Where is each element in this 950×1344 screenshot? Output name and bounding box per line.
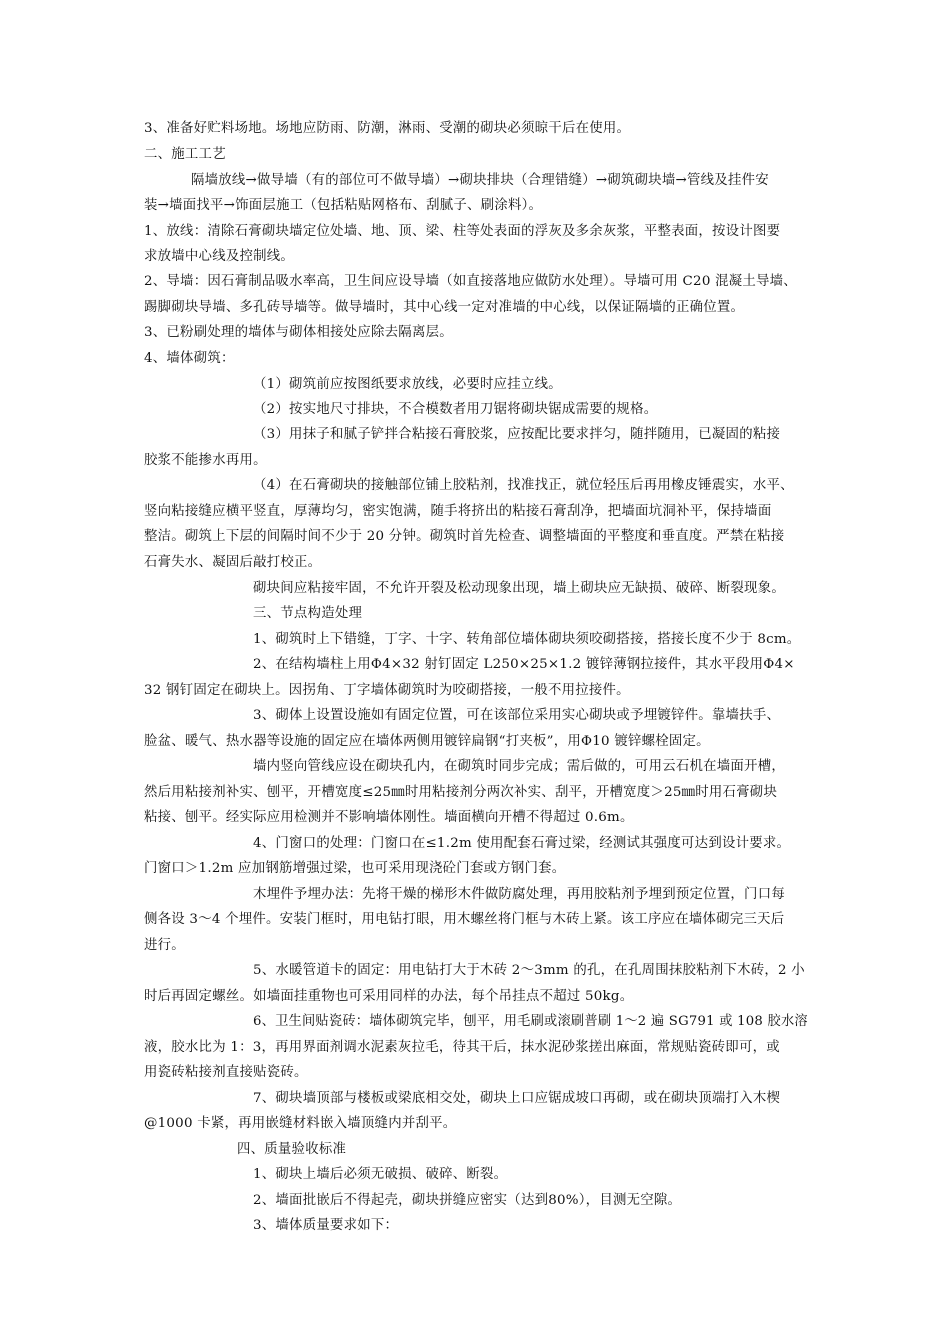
text-line: （4）在石膏砌块的接触部位铺上胶粘剂，找准找正，就位轻压后再用橡皮锤震实，水平、 — [253, 478, 794, 493]
text-line: 1、放线：清除石膏砌块墙定位处墙、地、顶、梁、柱等处表面的浮灰及多余灰浆，平整表面，按设计图要 — [144, 224, 781, 239]
text-line: 侧各设 3～4 个埋件。安装门框时，用电钻打眼，用木螺丝将门框与木砖上紧。该工序应在墙体砌完三天后 — [144, 912, 785, 927]
text-line: 5、水暖管道卡的固定：用电钻打大于木砖 2～3mm 的孔，在孔周围抹胶粘剂下木砖，2 小 — [253, 963, 805, 978]
text-line: 6、卫生间贴瓷砖：墙体砌筑完毕，刨平，用毛刷或滚刷普刷 1～2 遍 SG791 或 108 胶水溶 — [253, 1014, 808, 1029]
text-line: 墙内竖向管线应设在砌块孔内，在砌筑时同步完成；需后做的，可用云石机在墙面开槽， — [253, 759, 785, 774]
text-line: 2、在结构墙柱上用Φ4×32 射钉固定 L250×25×1.2 镀锌薄钢拉接件，其水平段用Φ4× — [253, 657, 795, 672]
text-line: 竖向粘接缝应横平竖直，厚薄均匀，密实饱满，随手将挤出的粘接石膏刮净，把墙面坑洞补平，保持墙面 — [144, 504, 772, 519]
text-line: （2）按实地尺寸排块，不合模数者用刀锯将砌块锯成需要的规格。 — [253, 402, 658, 417]
text-line: 脸盆、暖气、热水器等设施的固定应在墙体两侧用镀锌扁钢“打夹板”，用Φ10 镀锌螺栓固定。 — [144, 734, 710, 749]
text-line: 木埋件予埋办法：先将干燥的梯形木件做防腐处理，再用胶粘剂予埋到预定位置，门口每 — [253, 887, 785, 902]
text-line: 3、已粉刷处理的墙体与砌体相接处应除去隔离层。 — [144, 325, 453, 340]
text-line: 用瓷砖粘接剂直接贴瓷砖。 — [144, 1065, 308, 1080]
text-line: 踢脚砌块导墙、多孔砖导墙等。做导墙时，其中心线一定对准墙的中心线，以保证隔墙的正确位置。 — [144, 300, 745, 315]
text-line: 2、墙面批嵌后不得起壳，砌块拼缝应密实（达到80%），目测无空隙。 — [253, 1193, 682, 1208]
text-line: 3、墙体质量要求如下： — [253, 1218, 399, 1233]
text-line: 1、砌块上墙后必须无破损、破碎、断裂。 — [253, 1167, 508, 1182]
text-line: 3、准备好贮料场地。场地应防雨、防潮，淋雨、受潮的砌块必须晾干后在使用。 — [144, 121, 631, 136]
text-line: 32 钢钉固定在砌块上。因拐角、丁字墙体砌筑时为咬砌搭接，一般不用拉接件。 — [144, 683, 630, 698]
text-line: 求放墙中心线及控制线。 — [144, 249, 295, 264]
text-line: 4、门窗口的处理：门窗口在≤1.2m 使用配套石膏过梁，经测试其强度可达到设计要求。 — [253, 836, 791, 851]
text-line: 3、砌体上设置设施如有固定位置，可在该部位采用实心砌块或予埋镀锌件。靠墙扶手、 — [253, 708, 781, 723]
text-line: （1）砌筑前应按图纸要求放线，必要时应挂立线。 — [253, 377, 562, 392]
section-heading: 二、施工工艺 — [144, 147, 226, 162]
text-line: 1、砌筑时上下错缝，丁字、十字、转角部位墙体砌块须咬砌搭接，搭接长度不少于 8cm。 — [253, 632, 801, 647]
text-line: 胶浆不能掺水再用。 — [144, 453, 267, 468]
text-line: 然后用粘接剂补实、刨平，开槽宽度≤25㎜时用粘接剂分两次补实、刮平，开槽宽度＞25㎜时用石膏砌块 — [144, 785, 778, 800]
section-heading: 四、质量验收标准 — [237, 1142, 347, 1157]
text-line: 隔墙放线→做导墙（有的部位可不做导墙）→砌块排块（合理错缝）→砌筑砌块墙→管线及挂件安 — [191, 173, 769, 188]
text-line: 4、墙体砌筑： — [144, 351, 235, 366]
text-line: 时后再固定螺丝。如墙面挂重物也可采用同样的办法，每个吊挂点不超过 50kg。 — [144, 989, 634, 1004]
text-line: 7、砌块墙顶部与楼板或梁底相交处，砌块上口应锯成坡口再砌，或在砌块顶端打入木楔 — [253, 1091, 781, 1106]
text-line: 门窗口＞1.2m 应加钢筋增强过梁，也可采用现浇砼门套或方钢门套。 — [144, 861, 566, 876]
section-heading: 三、节点构造处理 — [253, 606, 363, 621]
text-line: （3）用抹子和腻子铲拌合粘接石膏胶浆，应按配比要求拌匀，随拌随用，已凝固的粘接 — [253, 427, 781, 442]
text-line: 2、导墙：因石膏制品吸水率高，卫生间应设导墙（如直接落地应做防水处理）。导墙可用 C20 混凝土导墙、 — [144, 274, 797, 289]
text-line: 液，胶水比为 1：3，再用界面剂调水泥素灰拉毛，待其干后，抹水泥砂浆搓出麻面，常规贴瓷砖即可，或 — [144, 1040, 780, 1055]
text-line: 进行。 — [144, 938, 185, 953]
text-line: 石膏失水、凝固后敲打校正。 — [144, 555, 322, 570]
text-line: 整洁。砌筑上下层的间隔时间不少于 20 分钟。砌筑时首先检查、调整墙面的平整度和垂直度。严禁在粘接 — [144, 529, 785, 544]
text-line: 装→墙面找平→饰面层施工（包括粘贴网格布、刮腻子、刷涂料）。 — [144, 198, 543, 213]
text-line: @1000 卡紧，再用嵌缝材料嵌入墙顶缝内并刮平。 — [144, 1116, 457, 1131]
text-line: 粘接、刨平。经实际应用检测并不影响墙体刚性。墙面横向开槽不得超过 0.6m。 — [144, 810, 634, 825]
text-line: 砌块间应粘接牢固，不允许开裂及松动现象出现，墙上砌块应无缺损、破碎、断裂现象。 — [253, 581, 785, 596]
